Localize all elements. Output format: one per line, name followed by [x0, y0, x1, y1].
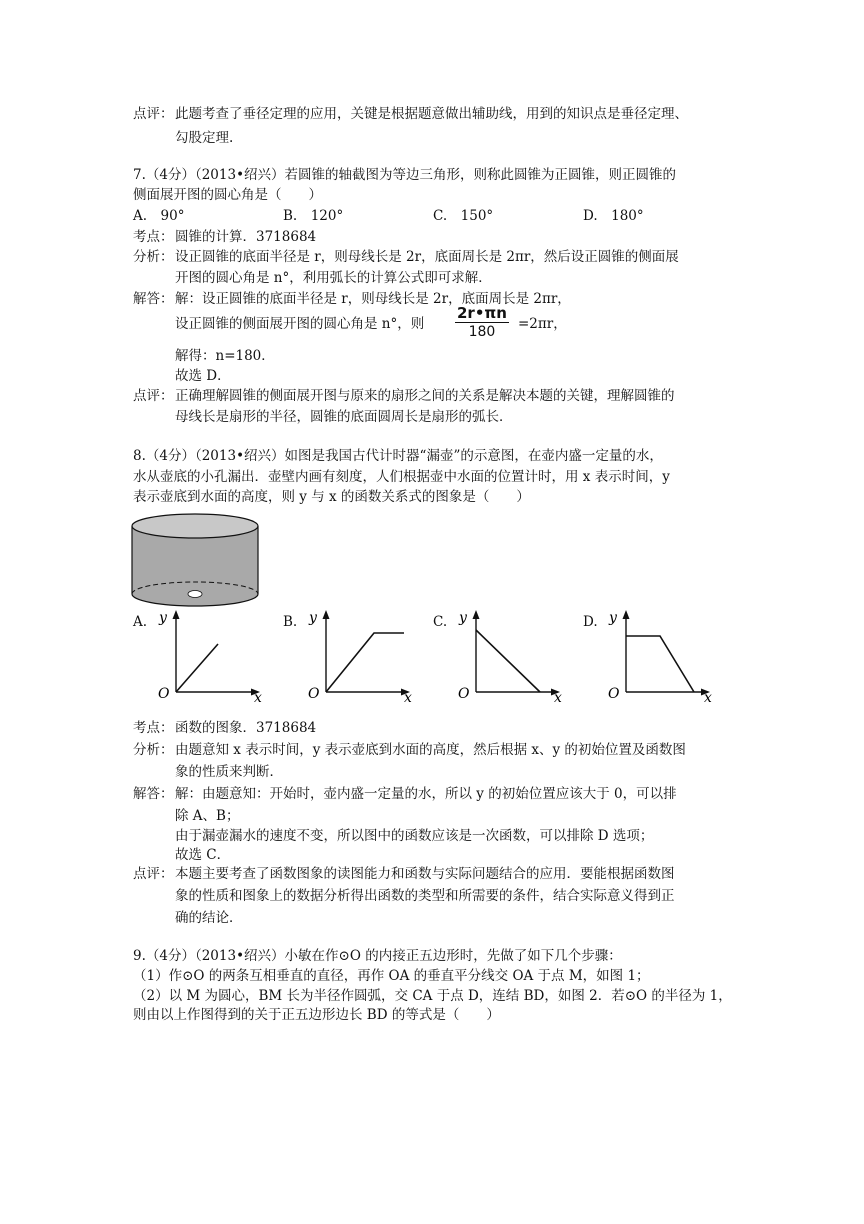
q7-fraction-numerator: 2r•πn — [457, 304, 507, 322]
q7-stem-line1: 7.（4分）（2013•绍兴）若圆锥的轴截图为等边三角形，则称此圆锥为正圆锥，则正圆锥的 — [133, 167, 677, 183]
q7-option-d: D. 180° — [583, 208, 644, 224]
graph-a-origin: O — [158, 686, 170, 702]
q7-dianping-label: 点评： — [133, 388, 174, 404]
q8-jieda-line3: 由于漏壶漏水的速度不变，所以图中的函数应该是一次函数，可以排除 D 选项； — [175, 828, 654, 844]
graph-c-x-label: x — [554, 690, 562, 706]
q7-fenxi-line2: 开图的圆心角是 n°，利用弧长的计算公式即可求解． — [175, 270, 492, 286]
q9-step3: 则由以上作图得到的关于正五边形边长 BD 的等式是（ ） — [133, 1007, 500, 1023]
q7-stem-line2: 侧面展开图的圆心角是（ ） — [133, 187, 322, 203]
q7-jieda-line1: 解：设正圆锥的底面半径是 r，则母线长是 2r，底面周长是 2πr， — [175, 291, 571, 307]
q7-dianping-line1: 正确理解圆锥的侧面展开图与原来的扇形之间的关系是解决本题的关键，理解圆锥的 — [175, 388, 675, 404]
graph-a-line — [176, 644, 218, 692]
graph-d — [600, 606, 720, 706]
graph-d-label: D. — [583, 614, 598, 630]
q8-fenxi-label: 分析： — [133, 742, 174, 758]
q8-dianping-line1: 本题主要考查了函数图象的读图能力和函数与实际问题结合的应用．要能根据函数图 — [175, 866, 675, 882]
water-clock-hole — [188, 591, 202, 598]
graph-a — [150, 606, 270, 706]
q9-stem-line1: 9.（4分）（2013•绍兴）小敏在作⊙O 的内接正五边形时，先做了如下几个步骤： — [133, 948, 622, 964]
water-clock-figure — [128, 508, 262, 614]
q7-jieda-line2-post: =2πr， — [518, 316, 567, 332]
graph-c — [450, 606, 570, 706]
q7-fenxi-label: 分析： — [133, 249, 174, 265]
q7-jieda-line3: 解得：n=180． — [175, 348, 275, 364]
water-clock-top-rim — [132, 514, 258, 538]
q6-comment-line2: 勾股定理. — [175, 130, 234, 146]
q8-dianping-line3: 确的结论． — [175, 910, 243, 926]
q8-jieda-line1: 解：由题意知：开始时，壶内盛一定量的水，所以 y 的初始位置应该大于 0，可以排 — [175, 786, 677, 802]
q8-kaodian-label: 考点： — [133, 720, 174, 736]
q8-jieda-label: 解答： — [133, 786, 174, 802]
graph-d-origin: O — [608, 686, 620, 702]
q9-step2: （2）以 M 为圆心，BM 长为半径作圆弧，交 CA 于点 D，连结 BD，如图 2．若⊙O 的半径为 1， — [133, 988, 732, 1004]
graph-c-origin: O — [458, 686, 470, 702]
q8-fenxi-line1: 由题意知 x 表示时间，y 表示壶底到水面的高度，然后根据 x、y 的初始位置及函数图 — [175, 742, 686, 758]
q8-dianping-label: 点评： — [133, 866, 174, 882]
q8-kaodian: 函数的图象．3718684 — [175, 720, 317, 736]
graph-a-y-label: y — [159, 610, 167, 626]
graph-c-y-label: y — [459, 610, 467, 626]
graph-d-x-label: x — [704, 690, 712, 706]
q7-fraction-denominator: 180 — [468, 324, 496, 340]
graph-b-line — [326, 633, 404, 692]
graph-b-x-label: x — [404, 690, 412, 706]
graph-b — [300, 606, 420, 706]
graph-c-label: C. — [433, 614, 448, 630]
q7-fraction — [455, 304, 509, 341]
q6-comment-line1: 此题考查了垂径定理的应用，关键是根据题意做出辅助线，用到的知识点是垂径定理、 — [175, 106, 688, 122]
graph-a-x-label: x — [254, 690, 262, 706]
q7-option-b: B. 120° — [283, 208, 344, 224]
q7-kaodian-label: 考点： — [133, 229, 174, 245]
q8-fenxi-line2: 象的性质来判断． — [175, 764, 283, 780]
q7-jieda-line2-pre: 设正圆锥的侧面展开图的圆心角是 n°，则 — [175, 316, 425, 332]
q8-jieda-line2: 除 A、B； — [175, 808, 240, 824]
q7-kaodian: 圆锥的计算．3718684 — [175, 229, 317, 245]
q9-step1: （1）作⊙O 的两条互相垂直的直径，再作 OA 的垂直平分线交 OA 于点 M，如图 1； — [133, 968, 650, 984]
graph-b-origin: O — [308, 686, 320, 702]
q7-fenxi-line1: 设正圆锥的底面半径是 r，则母线长是 2r，底面周长是 2πr，然后设正圆锥的侧面展 — [175, 249, 679, 265]
q8-jieda-line4: 故选 C． — [175, 847, 231, 863]
q8-stem-line1: 8.（4分）（2013•绍兴）如图是我国古代计时器“漏壶”的示意图，在壶内盛一定量的水， — [133, 448, 663, 464]
graph-d-y-label: y — [609, 610, 617, 626]
q7-jieda-label: 解答： — [133, 291, 174, 307]
q7-jieda-line4: 故选 D． — [175, 368, 231, 384]
q8-dianping-line2: 象的性质和图象上的数据分析得出函数的类型和所需要的条件，结合实际意义得到正 — [175, 888, 675, 904]
q8-stem-line2: 水从壶底的小孔漏出．壶壁内画有刻度，人们根据壶中水面的位置计时，用 x 表示时间，y — [133, 469, 670, 485]
q7-option-c: C. 150° — [433, 208, 494, 224]
q8-stem-line3: 表示壶底到水面的高度，则 y 与 x 的函数关系式的图象是（ ） — [133, 489, 530, 505]
graph-d-line — [626, 636, 694, 692]
graph-c-line — [476, 630, 540, 692]
q6-comment-label: 点评： — [133, 106, 174, 122]
graph-a-label: A. — [133, 614, 148, 630]
graph-b-label: B. — [283, 614, 298, 630]
q7-option-a: A. 90° — [133, 208, 185, 224]
graph-b-y-label: y — [309, 610, 317, 626]
q7-dianping-line2: 母线长是扇形的半径，圆锥的底面圆周长是扇形的弧长． — [175, 409, 513, 425]
